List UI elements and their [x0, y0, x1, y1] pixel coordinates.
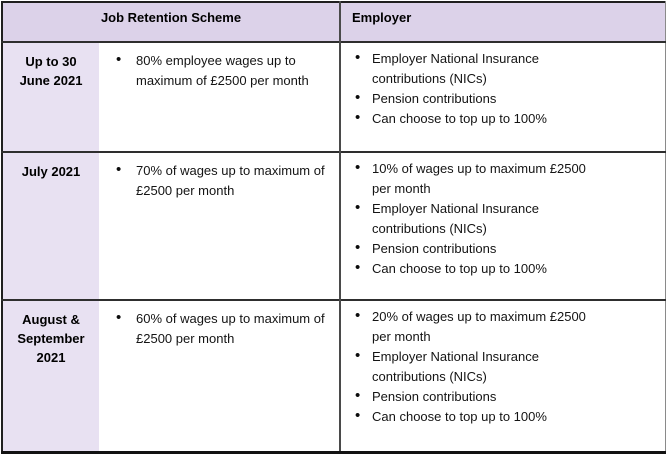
bullet-line: • 60% of wages up to maximum of — [136, 311, 325, 326]
period-line: 2021 — [36, 350, 66, 365]
bullet-item — [113, 161, 335, 201]
bullet-line: per month — [372, 181, 431, 196]
bullet-line: • 20% of wages up to maximum £2500 — [372, 309, 586, 324]
bullet-item — [353, 307, 661, 347]
scheme-cell — [99, 152, 340, 300]
bullet-item — [353, 239, 661, 259]
bullet-line: £2500 per month — [136, 331, 235, 346]
bullet-line: • Can choose to top up to 100% — [372, 409, 547, 424]
bullet-line: per month — [372, 329, 431, 344]
bullet-item — [353, 159, 661, 199]
bullet-line: • Pension contributions — [372, 389, 497, 404]
bullet-line: • 80% employee wages up to — [136, 53, 296, 68]
period-line: September — [17, 331, 85, 346]
bullet-line: £2500 per month — [136, 183, 235, 198]
table-header-row — [2, 2, 666, 42]
employer-bullet-list — [353, 159, 661, 279]
bullet-line: • Pension contributions — [372, 91, 497, 106]
period-cell — [2, 300, 99, 452]
bullet-item — [353, 347, 661, 387]
bullet-line: contributions (NICs) — [372, 71, 487, 86]
bullet-line: • Can choose to top up to 100% — [372, 111, 547, 126]
job-retention-scheme-table — [1, 1, 666, 454]
bullet-line: • Employer National Insurance — [372, 349, 539, 364]
bullet-item — [113, 309, 335, 349]
bullet-item — [353, 407, 661, 427]
scheme-cell — [99, 300, 340, 452]
bullet-line: • Pension contributions — [372, 241, 497, 256]
employer-cell — [340, 300, 666, 452]
bullet-item — [353, 387, 661, 407]
header-job-retention-scheme: Job Retention Scheme — [2, 2, 340, 42]
period-cell — [2, 152, 99, 300]
bullet-line: • Employer National Insurance — [372, 51, 539, 66]
bullet-line: • 10% of wages up to maximum £2500 — [372, 161, 586, 176]
bullet-item — [353, 49, 661, 89]
bullet-line: contributions (NICs) — [372, 221, 487, 236]
scheme-bullet-list — [113, 51, 335, 91]
bullet-line: • Can choose to top up to 100% — [372, 261, 547, 276]
period-line: August & — [22, 312, 80, 327]
table-row — [2, 152, 666, 300]
bullet-item — [353, 89, 661, 109]
bullet-line: • 70% of wages up to maximum of — [136, 163, 325, 178]
scheme-bullet-list — [113, 161, 335, 201]
scheme-bullet-list — [113, 309, 335, 349]
scheme-cell — [99, 42, 340, 152]
period-cell — [2, 42, 99, 152]
period-line: July 2021 — [21, 164, 81, 179]
table-row — [2, 42, 666, 152]
header-employer: Employer — [340, 2, 666, 42]
table-row — [2, 300, 666, 452]
employer-bullet-list — [353, 307, 661, 427]
bullet-item — [353, 199, 661, 239]
employer-cell — [340, 152, 666, 300]
bullet-line: contributions (NICs) — [372, 369, 487, 384]
bullet-line: maximum of £2500 per month — [136, 73, 309, 88]
period-line: June 2021 — [19, 73, 83, 88]
employer-bullet-list — [353, 49, 661, 129]
bullet-item — [353, 109, 661, 129]
employer-cell — [340, 42, 666, 152]
period-line: Up to 30 — [25, 54, 77, 69]
bullet-item — [353, 259, 661, 279]
bullet-line: • Employer National Insurance — [372, 201, 539, 216]
bullet-item — [113, 51, 335, 91]
